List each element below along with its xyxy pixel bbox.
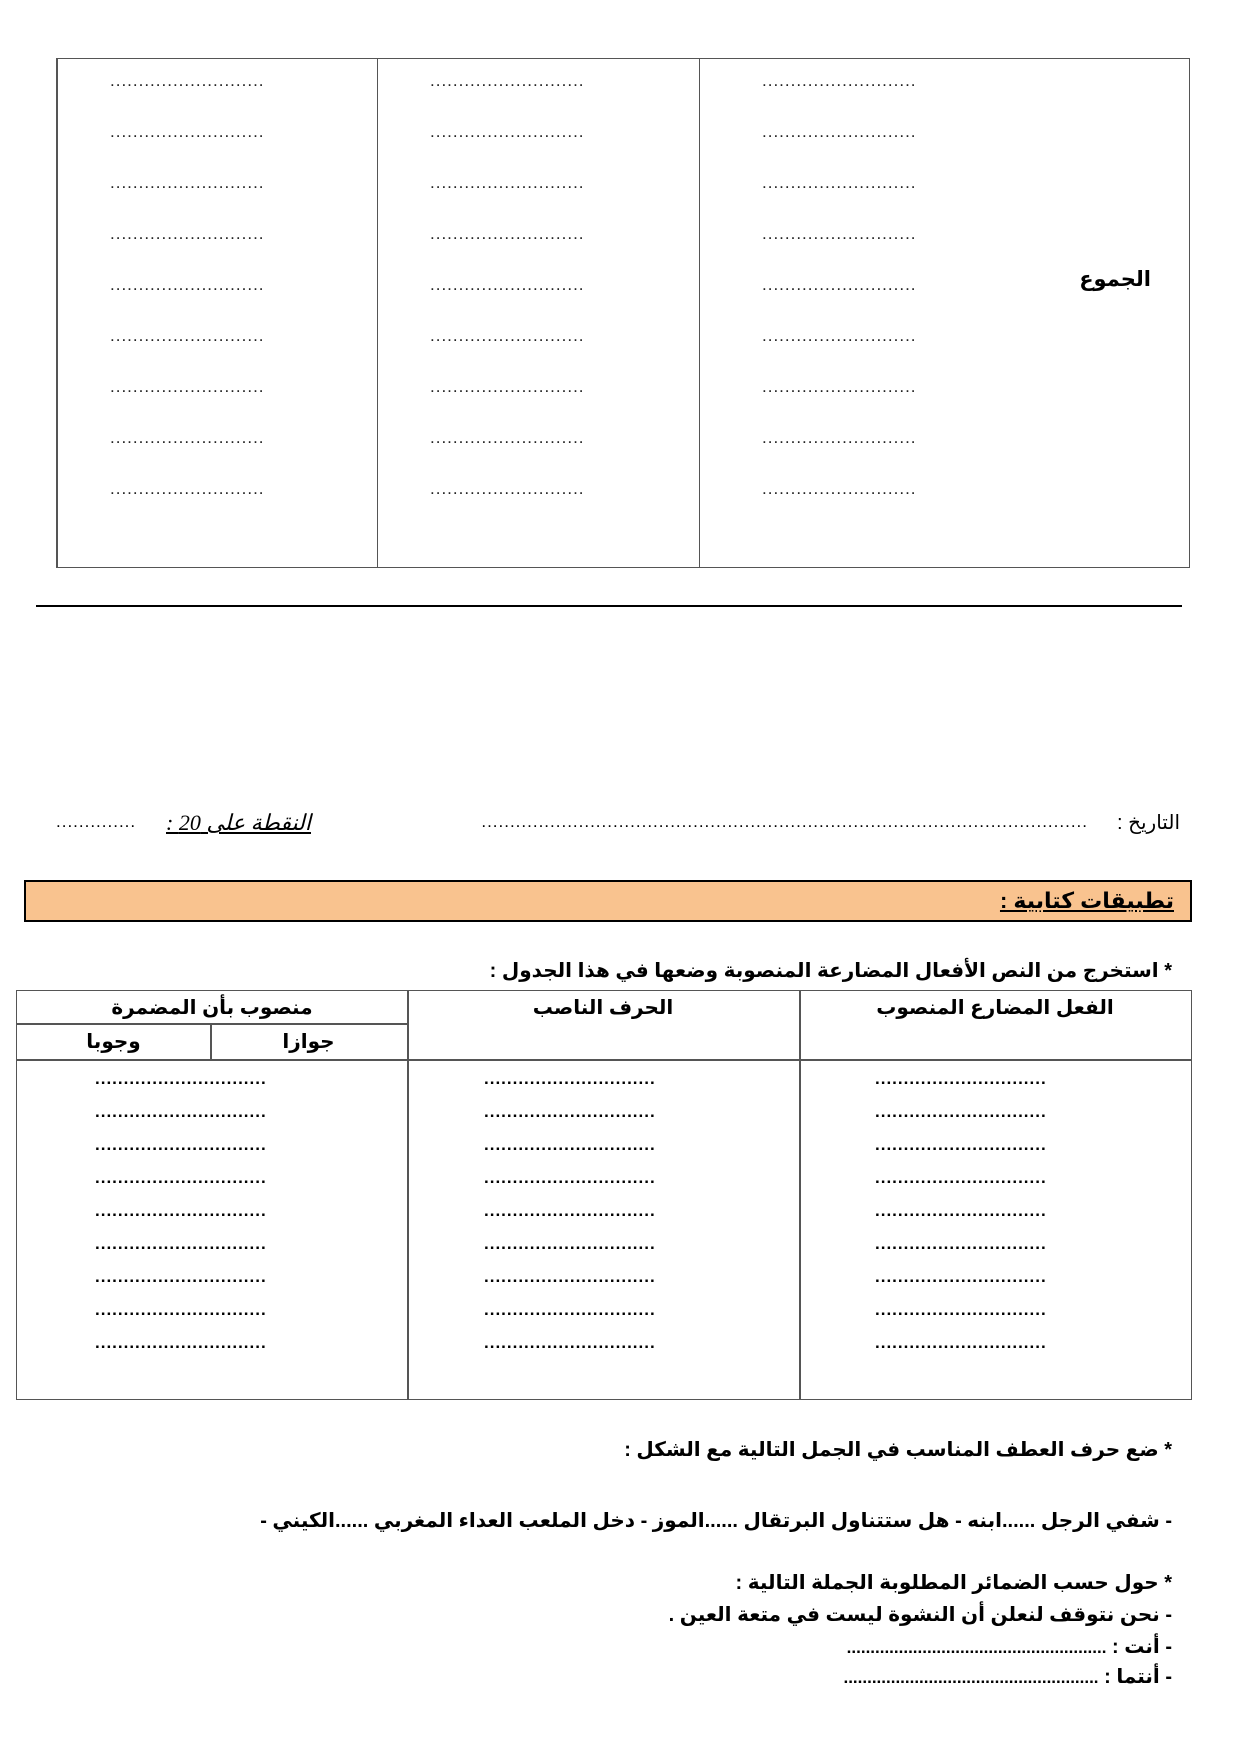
score-field[interactable]: .............. <box>56 812 137 831</box>
section-header <box>24 880 1192 922</box>
dot-line: ........................... <box>762 173 917 192</box>
top-col-3 <box>57 59 377 567</box>
score-label: النقطة على 20 : <box>166 810 311 835</box>
dot-line: .............................. <box>875 1102 1047 1121</box>
dot-line: .............................. <box>95 1135 267 1154</box>
dot-line: .............................. <box>95 1267 267 1286</box>
dot-line: ........................... <box>430 173 585 192</box>
dot-line: .............................. <box>484 1135 656 1154</box>
dot-line: .............................. <box>484 1333 656 1352</box>
dot-line: .............................. <box>875 1168 1047 1187</box>
dot-line: ........................... <box>762 224 917 243</box>
answer-label-anta: - أنت : <box>1112 1636 1172 1658</box>
table-divider <box>17 1059 1191 1061</box>
dot-line: ........................... <box>110 428 265 447</box>
dot-line: ........................... <box>430 71 585 90</box>
divider-line <box>36 605 1182 607</box>
exercise3-instruction: * حول حسب الضمائر المطلوبة الجملة التالية : <box>735 1572 1172 1594</box>
dot-line: .............................. <box>484 1234 656 1253</box>
dot-line: .............................. <box>484 1267 656 1286</box>
exercise3-sentence: - نحن نتوقف لنعلن أن النشوة ليست في متعة العين . <box>668 1604 1172 1626</box>
dot-line: ........................... <box>430 479 585 498</box>
answer-line-anta <box>847 1634 1172 1659</box>
answer-label-antuma: - أنتما : <box>1104 1666 1172 1688</box>
dot-line: ........................... <box>430 122 585 141</box>
dot-line: ........................... <box>762 479 917 498</box>
dot-line: .............................. <box>95 1234 267 1253</box>
dot-line: ........................... <box>762 377 917 396</box>
top-table <box>56 58 1190 568</box>
date-score-line <box>56 810 1180 840</box>
dot-line: .............................. <box>484 1168 656 1187</box>
dot-line: .............................. <box>875 1135 1047 1154</box>
dot-line: ........................... <box>430 224 585 243</box>
header-particle: الحرف الناصب <box>532 997 674 1019</box>
dot-line: ........................... <box>110 275 265 294</box>
row-label-jumu: الجموع <box>1079 268 1151 291</box>
dot-line: ........................... <box>430 275 585 294</box>
header-implied-an: منصوب بأن المضمرة <box>111 997 313 1019</box>
dot-line: .............................. <box>484 1300 656 1319</box>
dot-line: ........................... <box>762 275 917 294</box>
exercise2-instruction: * ضع حرف العطف المناسب في الجمل التالية مع الشكل : <box>624 1439 1172 1461</box>
dot-line: ........................... <box>110 122 265 141</box>
dot-line: ........................... <box>430 326 585 345</box>
dot-line: ........................... <box>430 377 585 396</box>
subheader-jawazan: جوازا <box>282 1031 335 1053</box>
table-divider <box>799 991 801 1399</box>
exercise2-sentence: - شفي الرجل ......ابنه - هل ستتناول البرتقال ......الموز - دخل الملعب العداء المغربي ......الكيني - <box>260 1510 1172 1532</box>
dot-line: ........................... <box>430 428 585 447</box>
dot-line: ........................... <box>762 71 917 90</box>
dot-line: ........................... <box>110 326 265 345</box>
table-divider <box>407 991 409 1399</box>
answer-field-anta[interactable]: ....................................................... <box>846 1638 1107 1657</box>
top-col-2 <box>377 59 699 567</box>
exercise1-instruction: * استخرج من النص الأفعال المضارعة المنصوبة وضعها في هذا الجدول : <box>489 960 1172 982</box>
date-label: التاريخ : <box>1116 812 1180 834</box>
subheader-wujuban: وجوبا <box>86 1031 141 1053</box>
dot-line: ........................... <box>762 428 917 447</box>
dot-line: ........................... <box>110 224 265 243</box>
dot-line: .............................. <box>875 1201 1047 1220</box>
dot-line: ........................... <box>110 173 265 192</box>
answer-field-antuma[interactable]: ...................................................... <box>843 1668 1099 1687</box>
dot-line: .............................. <box>95 1201 267 1220</box>
dot-line: ........................... <box>762 122 917 141</box>
dot-line: .............................. <box>95 1102 267 1121</box>
dot-line: .............................. <box>484 1102 656 1121</box>
top-col-1 <box>699 59 1039 567</box>
table-divider <box>17 1023 407 1025</box>
dot-line: ........................... <box>762 326 917 345</box>
dot-line: .............................. <box>875 1267 1047 1286</box>
dot-line: .............................. <box>95 1300 267 1319</box>
dot-line: .............................. <box>875 1234 1047 1253</box>
dot-line: ........................... <box>110 479 265 498</box>
dot-line: ........................... <box>110 377 265 396</box>
dot-line: .............................. <box>95 1168 267 1187</box>
header-verb: الفعل المضارع المنصوب <box>876 997 1114 1019</box>
dot-line: .............................. <box>875 1300 1047 1319</box>
dot-line: ........................... <box>110 71 265 90</box>
dot-line: .............................. <box>484 1069 656 1088</box>
dot-line: .............................. <box>95 1069 267 1088</box>
answer-line-antuma <box>843 1664 1172 1689</box>
dot-line: .............................. <box>484 1201 656 1220</box>
dot-line: .............................. <box>875 1333 1047 1352</box>
dot-line: .............................. <box>95 1333 267 1352</box>
verbs-table <box>16 990 1192 1400</box>
date-field[interactable]: .......................................................................................................... <box>481 812 1088 831</box>
section-title: تطبيقات كتابية : <box>999 888 1174 913</box>
dot-line: .............................. <box>875 1069 1047 1088</box>
